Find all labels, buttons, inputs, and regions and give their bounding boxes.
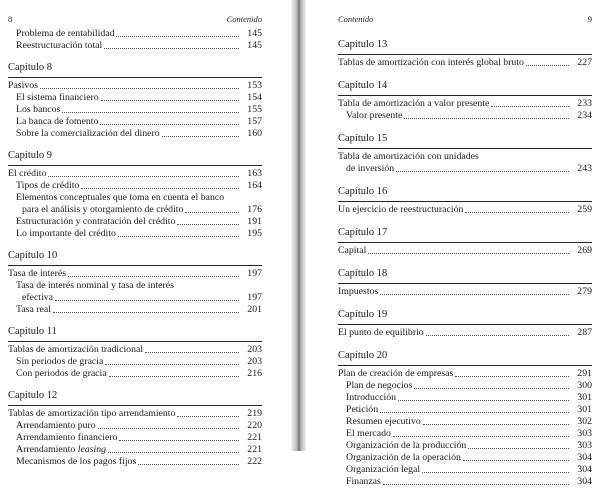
- toc-page-number: 243: [577, 163, 592, 174]
- dot-leader: [105, 364, 239, 365]
- toc-page-number: 219: [247, 408, 262, 419]
- right-page: [306, 0, 600, 487]
- book-gutter: [291, 0, 307, 451]
- toc-entry-label: Tablas de amortización tipo arrendamiento: [8, 408, 176, 419]
- chapter-heading: Capítulo 12: [8, 390, 58, 401]
- toc-page-number: 164: [247, 180, 262, 191]
- toc-entry-label: Organización legal: [346, 464, 421, 475]
- chapter-rule: [338, 365, 592, 366]
- toc-entry[interactable]: [338, 404, 592, 416]
- toc-entry-label: Un ejercicio de reestructuración: [338, 204, 464, 215]
- dot-leader: [98, 428, 239, 429]
- toc-entry-label: Elementos conceptuales que toma en cuenta el banco: [16, 192, 225, 203]
- chapter-rule: [8, 165, 262, 166]
- chapter-heading: Capítulo 11: [8, 326, 57, 337]
- toc-entry[interactable]: [338, 110, 592, 122]
- toc-entry[interactable]: [8, 292, 262, 304]
- toc-entry[interactable]: [8, 432, 262, 444]
- toc-entry[interactable]: [8, 268, 262, 280]
- toc-entry-label: Valor presente: [346, 110, 403, 121]
- toc-entry[interactable]: [8, 444, 262, 456]
- chapter-heading: Capítulo 8: [8, 62, 53, 73]
- toc-page-number: 269: [577, 245, 592, 256]
- toc-page-number: 155: [247, 104, 262, 115]
- toc-entry[interactable]: [338, 452, 592, 464]
- dot-leader: [422, 472, 569, 473]
- carryover-entries: [8, 28, 262, 52]
- toc-page-number: 145: [247, 28, 262, 39]
- dot-leader: [368, 253, 569, 254]
- dot-leader: [40, 88, 239, 89]
- chapter-block: [8, 249, 262, 316]
- toc-entry-label: Finanzas: [346, 476, 381, 487]
- running-title: Contenido: [226, 14, 262, 24]
- chapter-heading: Capítulo 13: [338, 39, 388, 50]
- toc-entry-label: Estructuración y contratación del crédito: [16, 216, 176, 227]
- chapter-heading: Capítulo 18: [338, 268, 388, 279]
- chapter-block: [338, 132, 592, 175]
- chapter-block: [338, 308, 592, 339]
- toc-page-number: 303: [577, 440, 592, 451]
- toc-page-number: 303: [577, 428, 592, 439]
- dot-leader: [185, 212, 239, 213]
- dot-leader: [109, 376, 239, 377]
- toc-page-number: 304: [577, 452, 592, 463]
- toc-page-number: 234: [577, 110, 592, 121]
- chapter-block: [338, 79, 592, 122]
- toc-entry[interactable]: [338, 476, 592, 488]
- dot-leader: [468, 448, 569, 449]
- chapter-rule: [8, 265, 262, 266]
- chapter-block: [338, 267, 592, 298]
- toc-entry-label: Organización de la producción: [346, 440, 467, 451]
- page-number: 8: [8, 14, 13, 24]
- dot-leader: [404, 118, 569, 119]
- dot-leader: [104, 48, 239, 49]
- dot-leader: [393, 436, 569, 437]
- toc-entry[interactable]: [8, 40, 262, 52]
- toc-entry-label-italic: leasing: [77, 444, 107, 455]
- chapter-block: [8, 325, 262, 380]
- toc-entry[interactable]: [338, 327, 592, 339]
- toc-page-number: 191: [247, 216, 262, 227]
- toc-entry-label: Plan de creación de empresas: [338, 368, 454, 379]
- toc-entry-label: Lo importante del crédito: [16, 228, 116, 239]
- toc-page-number: 227: [577, 57, 592, 68]
- chapter-rule: [8, 341, 262, 342]
- toc-entry-label: Arrendamiento puro: [16, 420, 96, 431]
- dot-leader: [53, 312, 239, 313]
- dot-leader: [48, 176, 239, 177]
- chapter-heading: Capítulo 20: [338, 350, 388, 361]
- toc-entry[interactable]: [338, 57, 592, 69]
- dot-leader: [62, 112, 239, 113]
- chapter-heading: Capítulo 10: [8, 250, 58, 261]
- toc-entry[interactable]: [338, 428, 592, 440]
- toc-entry[interactable]: [338, 368, 592, 380]
- toc-entry[interactable]: [8, 92, 262, 104]
- toc-entry[interactable]: [338, 98, 592, 110]
- toc-entry-label: de inversión: [346, 163, 395, 174]
- chapter-heading: Capítulo 19: [338, 309, 388, 320]
- chapter-list-right: [338, 38, 592, 488]
- toc-entry-label: Problema de rentabilidad: [16, 28, 115, 39]
- toc-entry[interactable]: [338, 464, 592, 476]
- running-title: Contenido: [338, 14, 374, 24]
- chapter-block: [8, 389, 262, 468]
- toc-entry-label: Pasivos: [8, 80, 38, 91]
- chapter-block: [338, 185, 592, 216]
- chapter-rule: [338, 242, 592, 243]
- toc-page-number: 233: [577, 98, 592, 109]
- toc-entry-label: Reestructuración total: [16, 40, 103, 51]
- toc-entry[interactable]: [338, 392, 592, 404]
- toc-page-number: 195: [247, 228, 262, 239]
- chapter-rule: [338, 54, 592, 55]
- toc-entry[interactable]: [338, 163, 592, 175]
- dot-leader: [455, 376, 569, 377]
- toc-entry-label: Introducción: [346, 392, 397, 403]
- dot-leader: [116, 36, 239, 37]
- toc-entry-label: Con periodos de gracia: [16, 368, 107, 379]
- toc-entry[interactable]: [8, 28, 262, 40]
- toc-entry-label: Tablas de amortización con interés global bruto: [338, 57, 524, 68]
- toc-page-number: 157: [247, 116, 262, 127]
- toc-page-number: 222: [247, 456, 262, 467]
- dot-leader: [465, 212, 569, 213]
- dot-leader: [177, 224, 239, 225]
- chapter-rule: [8, 405, 262, 406]
- toc-entry[interactable]: [8, 304, 262, 316]
- toc-entry[interactable]: [338, 440, 592, 452]
- dot-leader: [396, 171, 569, 172]
- left-page: [0, 0, 292, 467]
- dot-leader: [383, 484, 569, 485]
- toc-entry[interactable]: [338, 416, 592, 428]
- chapter-rule: [338, 201, 592, 202]
- dot-leader: [118, 236, 239, 237]
- toc-entry-label: La banca de fomento: [16, 116, 99, 127]
- toc-entry-label: Tablas de amortización tradicional: [8, 344, 144, 355]
- dot-leader: [138, 464, 239, 465]
- toc-entry-label: Tasa real: [16, 304, 51, 315]
- toc-entry[interactable]: [338, 286, 592, 298]
- toc-entry-label: Tasa de interés: [8, 268, 67, 279]
- dot-leader: [491, 106, 569, 107]
- dot-leader: [423, 424, 569, 425]
- toc-entry-label: El sistema financiero: [16, 92, 99, 103]
- dot-leader: [145, 352, 239, 353]
- toc-entry-label: Impuestos: [338, 286, 379, 297]
- toc-entry-label: Tipos de crédito: [16, 180, 80, 191]
- toc-entry[interactable]: [8, 356, 262, 368]
- chapter-rule: [338, 95, 592, 96]
- toc-entry[interactable]: [8, 420, 262, 432]
- toc-page-number: 220: [247, 420, 262, 431]
- chapter-heading: Capítulo 9: [8, 150, 53, 161]
- dot-leader: [68, 276, 239, 277]
- toc-page-number: 302: [577, 416, 592, 427]
- toc-entry-label: Mecanismos de los pagos fijos: [16, 456, 137, 467]
- chapter-heading: Capítulo 17: [338, 227, 388, 238]
- toc-entry-label: Los bancos: [16, 104, 61, 115]
- toc-page-number: 287: [577, 327, 592, 338]
- running-head-left: [8, 14, 262, 28]
- toc-entry-label: Plan de negocios: [346, 380, 413, 391]
- chapter-list-left: [8, 61, 262, 468]
- toc-entry-label: Sobre la comercialización del dinero: [16, 128, 160, 139]
- toc-entry-label: El punto de equilibrio: [338, 327, 424, 338]
- dot-leader: [398, 400, 569, 401]
- toc-page-number: 203: [247, 356, 262, 367]
- toc-entry[interactable]: [338, 380, 592, 392]
- chapter-block: [8, 61, 262, 140]
- toc-entry[interactable]: [8, 228, 262, 240]
- toc-entry-label: Tasa de interés nominal y tasa de interés: [16, 280, 174, 291]
- toc-entry-label: Capital: [338, 245, 367, 256]
- dot-leader: [380, 294, 569, 295]
- toc-page-number: 279: [577, 286, 592, 297]
- toc-entry[interactable]: [338, 204, 592, 216]
- toc-entry-label: El crédito: [8, 168, 47, 179]
- dot-leader: [100, 124, 239, 125]
- chapter-block: [338, 349, 592, 488]
- chapter-rule: [8, 77, 262, 78]
- dot-leader: [108, 452, 239, 453]
- toc-page-number: 259: [577, 204, 592, 215]
- toc-page-number: 160: [247, 128, 262, 139]
- toc-entry[interactable]: [8, 80, 262, 92]
- dot-leader: [101, 100, 239, 101]
- toc-entry-label: Sin periodos de gracia: [16, 356, 104, 367]
- toc-page-number: 153: [247, 80, 262, 91]
- dot-leader: [526, 65, 569, 66]
- toc-page-number: 154: [247, 92, 262, 103]
- toc-page-number: 301: [577, 392, 592, 403]
- chapter-heading: Capítulo 15: [338, 133, 388, 144]
- toc-entry[interactable]: [8, 104, 262, 116]
- dot-leader: [177, 416, 239, 417]
- toc-page-number: 304: [577, 464, 592, 475]
- toc-page-number: 221: [247, 444, 262, 455]
- dot-leader: [380, 412, 569, 413]
- toc-entry[interactable]: [8, 408, 262, 420]
- toc-page-number: 221: [247, 432, 262, 443]
- toc-entry-label: Organización de la operación: [346, 452, 461, 463]
- dot-leader: [463, 460, 569, 461]
- toc-page-number: 304: [577, 476, 592, 487]
- running-head-right: [338, 14, 592, 28]
- dot-leader: [119, 440, 239, 441]
- toc-page-number: 203: [247, 344, 262, 355]
- toc-page-number: 197: [247, 292, 262, 303]
- toc-entry-label: Tabla de amortización a valor presente: [338, 98, 490, 109]
- toc-entry-label: Tabla de amortización con unidades: [338, 151, 479, 162]
- toc-page-number: 300: [577, 380, 592, 391]
- chapter-rule: [338, 283, 592, 284]
- toc-page-number: 301: [577, 404, 592, 415]
- toc-entry[interactable]: [8, 344, 262, 356]
- dot-leader: [426, 335, 569, 336]
- page-number: 9: [587, 14, 592, 24]
- toc-page-number: 197: [247, 268, 262, 279]
- chapter-rule: [338, 324, 592, 325]
- toc-entry[interactable]: [8, 456, 262, 468]
- toc-page-number: 216: [247, 368, 262, 379]
- toc-entry-label: El mercado: [346, 428, 391, 439]
- dot-leader: [55, 300, 239, 301]
- chapter-block: [8, 149, 262, 240]
- dot-leader: [81, 188, 239, 189]
- toc-page-number: 145: [247, 40, 262, 51]
- toc-entry-label: efectiva: [22, 292, 53, 303]
- toc-entry-label: Petición: [346, 404, 379, 415]
- toc-entry[interactable]: [338, 245, 592, 257]
- chapter-block: [338, 38, 592, 69]
- toc-entry[interactable]: [8, 116, 262, 128]
- toc-page-number: 201: [247, 304, 262, 315]
- toc-page-number: 291: [577, 368, 592, 379]
- toc-entry[interactable]: [8, 216, 262, 228]
- dot-leader: [414, 388, 569, 389]
- toc-entry-label: para el análisis y otorgamiento de crédito: [22, 204, 184, 215]
- toc-entry[interactable]: [8, 368, 262, 380]
- toc-entry[interactable]: [8, 180, 262, 192]
- toc-entry[interactable]: [8, 168, 262, 180]
- toc-entry-label: Arrendamiento financiero: [16, 432, 118, 443]
- chapter-heading: Capítulo 14: [338, 80, 388, 91]
- toc-entry[interactable]: [8, 128, 262, 140]
- toc-entry-label: Arrendamiento leasing: [16, 444, 107, 455]
- toc-page-number: 176: [247, 204, 262, 215]
- toc-entry-label: Resumen ejecutivo: [346, 416, 421, 427]
- chapter-rule: [338, 148, 592, 149]
- dot-leader: [162, 136, 239, 137]
- chapter-block: [338, 226, 592, 257]
- toc-page-number: 163: [247, 168, 262, 179]
- chapter-heading: Capítulo 16: [338, 186, 388, 197]
- toc-entry[interactable]: [8, 204, 262, 216]
